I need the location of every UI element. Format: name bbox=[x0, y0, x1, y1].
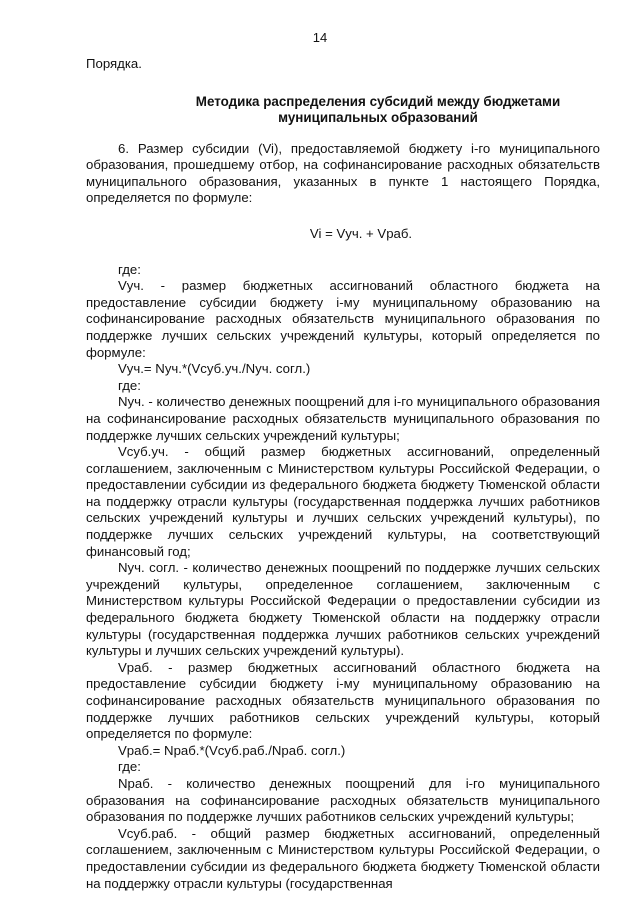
intro-text: Порядка. bbox=[86, 56, 142, 71]
definition-vsub-rab: Vсуб.раб. - общий размер бюджетных ассигнований, определенный соглашением, заключенным с Министерством культуры Российской Федерации, о предоставлении субсидии из федерального бюджета бюджету Тюменской области на поддержку отрасли культуры (государственная bbox=[86, 825, 600, 891]
where-label-3: где: bbox=[118, 759, 141, 775]
definition-nuch: Nуч. - количество денежных поощрений для i-го муниципального образования на софинансирование расходных обязательств муниципального образования по поддержке лучших сельских учреждений культуры; bbox=[86, 394, 600, 443]
definition-vsub-uch: Vсуб.уч. - общий размер бюджетных ассигнований, определенный соглашением, заключенным с Министерством культуры Российской Федерации, о предоставлении субсидии из федерального бюджета бюджету Тюменской области на поддержку отрасли культуры (государственная поддержка лучших работников сельских учреждений культуры и лучших сельских учреждений культуры), по поддержке лучших сельских учреждений культуры, на соответствующий финансовый год; bbox=[86, 444, 600, 559]
page-number: 14 bbox=[312, 30, 328, 45]
where-label-2: где: bbox=[118, 377, 141, 393]
definition-vuch: Vуч. - размер бюджетных ассигнований областного бюджета на предоставление субсидии бюджету i-му муниципальному образованию на софинансирование расходных обязательств муниципального образования по поддержке лучших сельских учреждений культуры, который определяется по формуле: bbox=[86, 278, 600, 360]
formula-vuch: Vуч.= Nуч.*(Vсуб.уч./Nуч. согл.) bbox=[118, 361, 311, 377]
formula-vrab: Vраб.= Nраб.*(Vсуб.раб./Nраб. согл.) bbox=[118, 742, 346, 758]
definition-nrab: Nраб. - количество денежных поощрений для i-го муниципального образования на софинансирование расходных обязательств муниципального образования по поддержке лучших работников сельских учреждений культуры; bbox=[86, 775, 600, 825]
formula-main: Vi = Vуч. + Vраб. bbox=[309, 225, 413, 241]
definition-nuch-sogl: Nуч. согл. - количество денежных поощрений по поддержке лучших сельских учреждений культуры, определенное соглашением, заключенным с Министерством культуры Российской Федерации о предоставлении субсидии из федерального бюджета бюджету Тюменской области на поддержку отрасли культуры (государственная поддержка лучших работников сельских учреждений культуры и лучших сельских учреждений культуры). bbox=[86, 560, 600, 659]
section-title-line-2: муниципальных образований bbox=[278, 109, 478, 125]
section-title-line-1: Методика распределения субсидий между бюджетами bbox=[195, 93, 561, 109]
paragraph-6: 6. Размер субсидии (Vi), предоставляемой бюджету i-го муниципального образования, прошедшему отбор, на софинансирование расходных обязательств муниципального образования, указанных в пункте 1 настоящего Порядка, определяется по формуле: bbox=[86, 140, 600, 206]
where-label-1: где: bbox=[118, 261, 141, 277]
document-body bbox=[86, 56, 600, 892]
section-title bbox=[86, 94, 600, 126]
definition-vrab: Vраб. - размер бюджетных ассигнований областного бюджета на предоставление субсидии бюджету i-му муниципальному образованию на софинансирование расходных обязательств муниципального образования по поддержке лучших работников сельских учреждений культуры, который определяется по формуле: bbox=[86, 659, 600, 742]
